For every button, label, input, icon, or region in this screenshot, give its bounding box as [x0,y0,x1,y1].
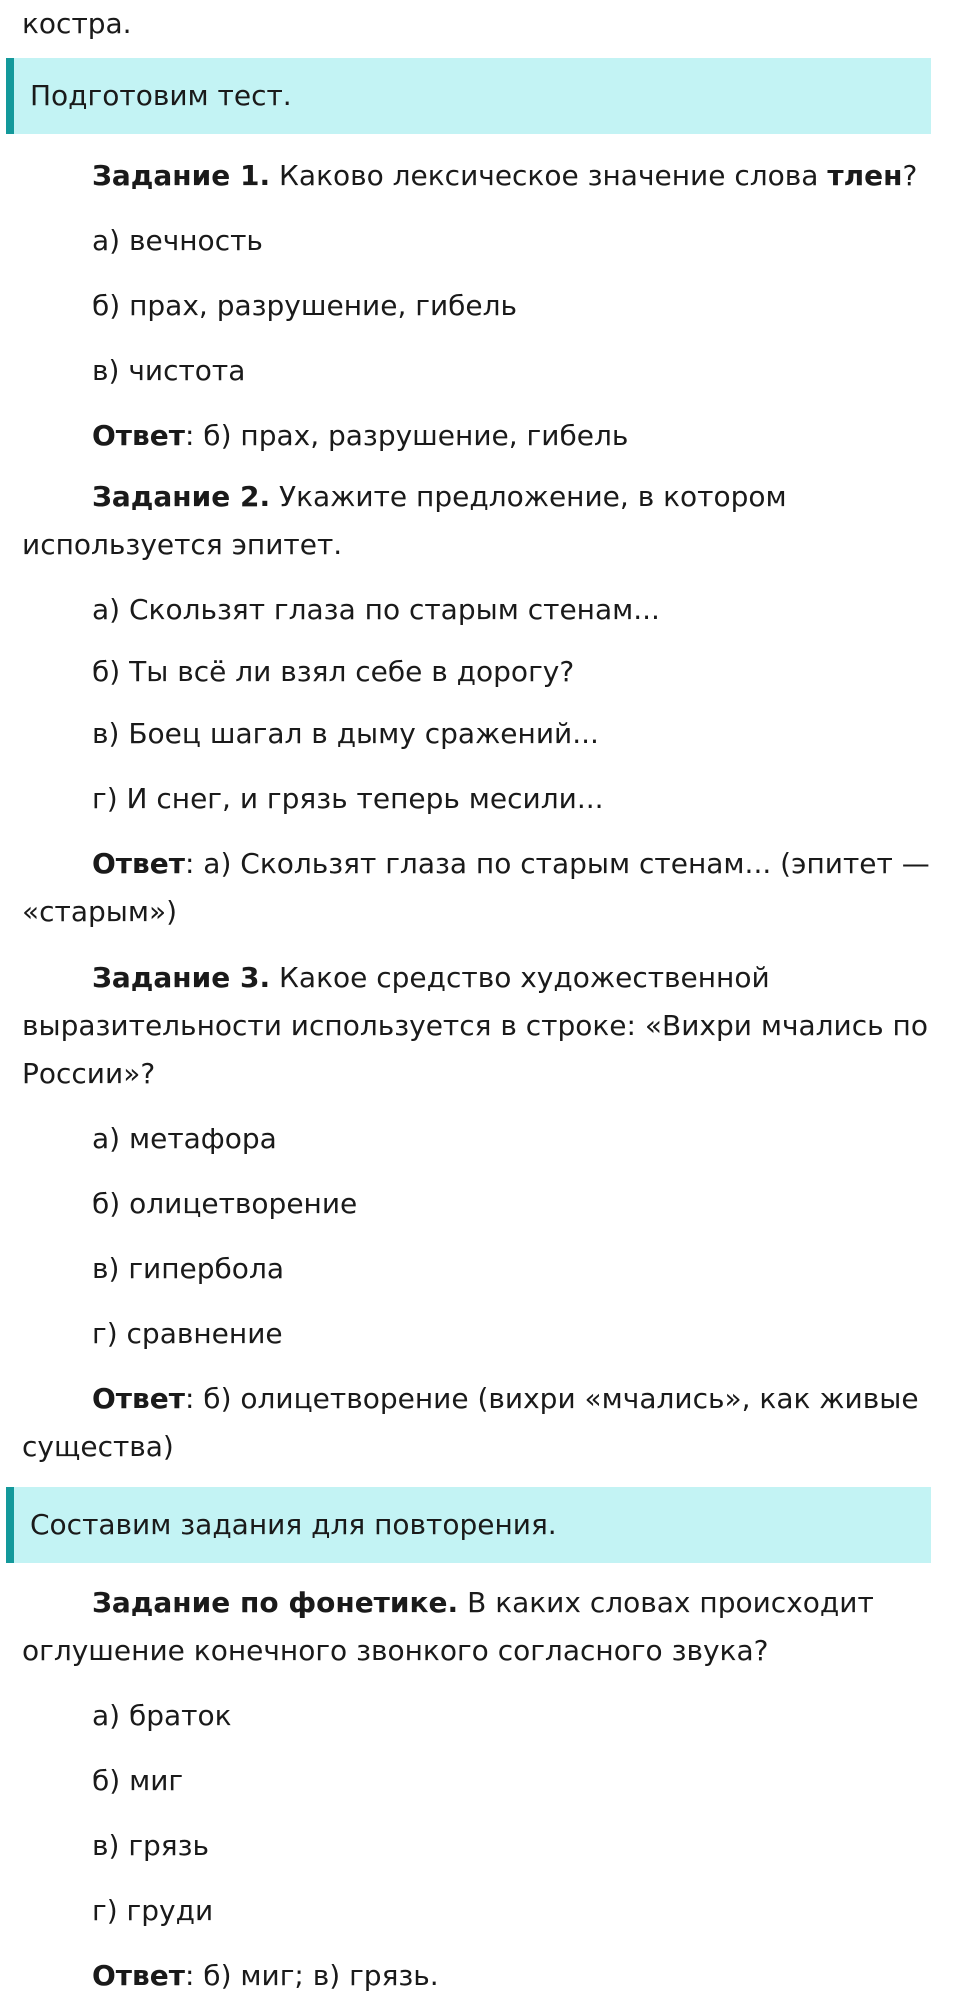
section-banner-review [6,1487,931,1563]
task-phonetics-answer-label: Ответ [92,1959,185,1992]
task-3-label: Задание 3. [92,961,271,994]
task-2-option-c: в) Боец шагал в дыму сражений... [92,717,599,750]
task-phonetics-question-text: В каких словах происходит оглушение конечного звонкого согласного звука? [22,1586,874,1667]
task-phonetics-option-a: а) браток [92,1699,232,1732]
task-3-option-c: в) гипербола [92,1252,284,1285]
task-phonetics [22,1579,942,2000]
task-3-question [22,954,960,1098]
task-phonetics-option-d: г) груди [92,1894,214,1927]
section-banner-review-label: Составим задания для повторения. [30,1508,557,1541]
task-1-answer-label: Ответ [92,419,185,452]
task-1-keyword: тлен [827,159,903,192]
task-3-answer-text: : б) олицетворение (вихри «мчались», как живые существа) [22,1382,919,1463]
task-2-answer-text: : а) Скользят глаза по старым стенам... (эпитет — «старым») [22,847,930,928]
task-3-question-text: Какое средство художественной выразительности используется в строке: «Вихри мчались по России»? [22,961,928,1090]
task-1-question-text: Каково лексическое значение слова [279,159,819,192]
task-2 [22,473,942,936]
task-phonetics-option-b: б) миг [92,1764,184,1797]
task-3 [22,954,960,1471]
task-1-question [22,152,942,200]
task-phonetics-question [22,1579,932,1675]
task-phonetics-option-c: в) грязь [92,1829,210,1862]
section-banner-test-label: Подготовим тест. [30,79,292,112]
task-3-option-a: а) метафора [92,1122,277,1155]
task-1-label: Задание 1. [92,159,271,192]
task-1-option-a: а) вечность [92,224,263,257]
task-1-option-b: б) прах, разрушение, гибель [92,289,518,322]
task-2-option-a: а) Скользят глаза по старым стенам... [92,593,660,626]
task-phonetics-label: Задание по фонетике. [92,1586,459,1619]
task-2-question-text: Укажите предложение, в котором используется эпитет. [22,480,787,561]
task-2-label: Задание 2. [92,480,271,513]
task-3-answer-label: Ответ [92,1382,185,1415]
task-phonetics-answer-text: : б) миг; в) грязь. [184,1959,439,1992]
task-1 [22,152,942,460]
task-2-answer [22,840,932,936]
task-1-question-mark: ? [902,159,918,192]
task-2-answer-label: Ответ [92,847,185,880]
task-3-option-d: г) сравнение [92,1317,283,1350]
intro-tail-text: костра. [22,7,132,40]
task-1-option-c: в) чистота [92,354,246,387]
task-3-answer [22,1375,932,1471]
task-2-option-d: г) И снег, и грязь теперь месили... [92,782,604,815]
task-1-answer [22,412,942,460]
task-2-option-b: б) Ты всё ли взял себе в дорогу? [92,655,575,688]
task-1-answer-text: : б) прах, разрушение, гибель [184,419,629,452]
section-banner-test [6,58,931,134]
task-phonetics-answer [22,1952,942,2000]
task-2-question [22,473,932,569]
task-3-option-b: б) олицетворение [92,1187,358,1220]
